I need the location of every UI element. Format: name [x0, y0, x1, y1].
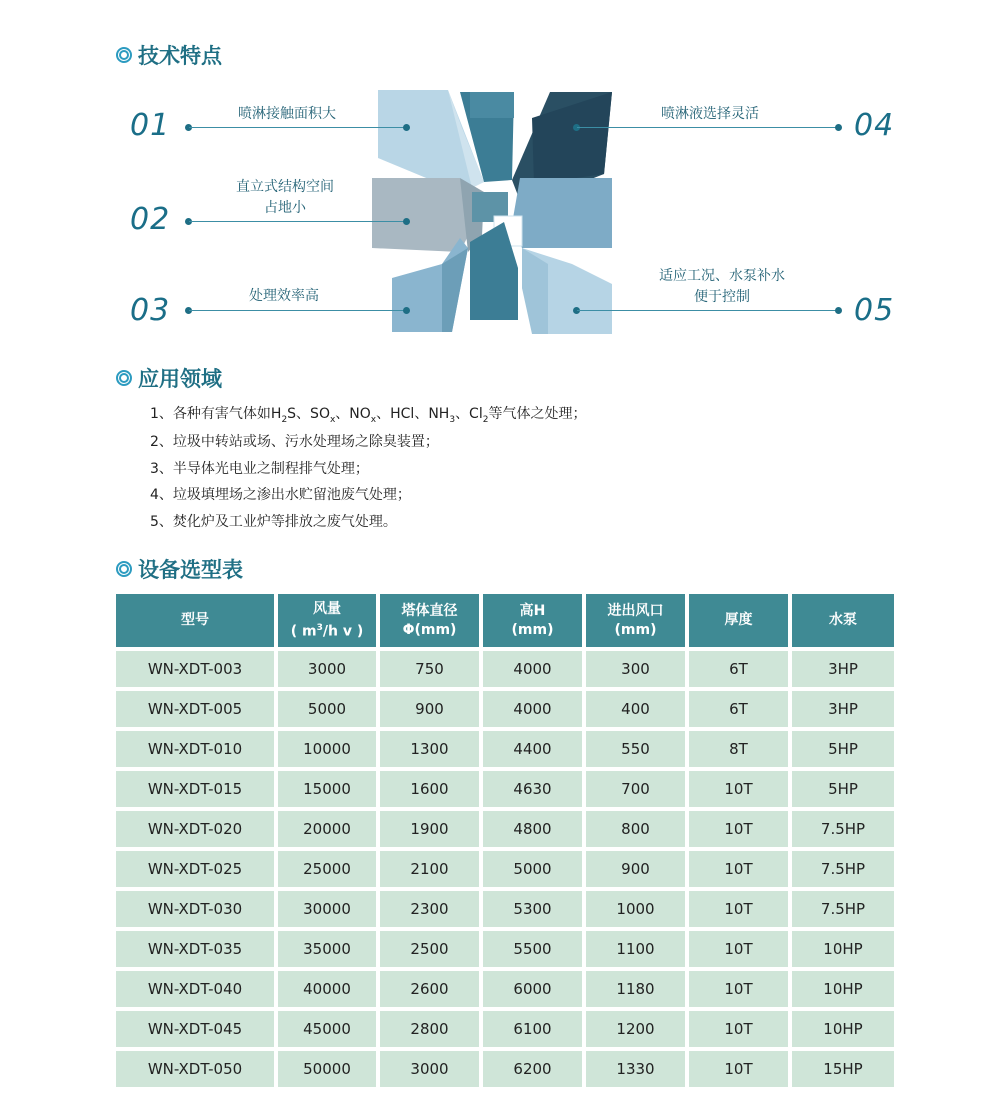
cell-thickness: 10T: [689, 811, 788, 847]
cell-port: 1000: [586, 891, 685, 927]
header-pump: 水泵: [792, 594, 894, 647]
cell-port: 300: [586, 651, 685, 687]
cell-model: WN-XDT-020: [116, 811, 274, 847]
cell-pump: 10HP: [792, 971, 894, 1007]
circle-bullet-icon: [116, 47, 132, 63]
cell-airflow: 45000: [278, 1011, 376, 1047]
cell-port: 800: [586, 811, 685, 847]
cell-pump: 5HP: [792, 731, 894, 767]
cell-height: 4800: [483, 811, 582, 847]
cell-port: 1200: [586, 1011, 685, 1047]
equipment-selection-table: [112, 590, 898, 1091]
cell-airflow: 30000: [278, 891, 376, 927]
cell-height: 6100: [483, 1011, 582, 1047]
cell-diameter: 750: [380, 651, 479, 687]
cell-model: WN-XDT-025: [116, 851, 274, 887]
feature-04-number: 04: [854, 108, 895, 143]
cell-diameter: 1900: [380, 811, 479, 847]
connector-line: [577, 310, 839, 311]
cell-airflow: 3000: [278, 651, 376, 687]
cell-diameter: 1600: [380, 771, 479, 807]
cell-port: 700: [586, 771, 685, 807]
header-thickness: 厚度: [689, 594, 788, 647]
cell-port: 550: [586, 731, 685, 767]
connector-dot: [403, 218, 410, 225]
application-item-2: 2、垃圾中转站或场、污水处理场之除臭装置；: [150, 434, 439, 450]
cell-airflow: 40000: [278, 971, 376, 1007]
cell-thickness: 10T: [689, 891, 788, 927]
cell-diameter: 2100: [380, 851, 479, 887]
cell-model: WN-XDT-045: [116, 1011, 274, 1047]
table-row: [116, 971, 894, 1007]
cell-height: 5000: [483, 851, 582, 887]
header-diameter: 塔体直径 Φ(mm): [380, 594, 479, 647]
table-row: [116, 771, 894, 807]
cell-airflow: 5000: [278, 691, 376, 727]
cell-height: 4400: [483, 731, 582, 767]
cell-port: 900: [586, 851, 685, 887]
feature-05-text: 适应工况、水泵补水 便于控制: [659, 268, 785, 305]
feature-01-number: 01: [130, 108, 171, 143]
cell-diameter: 1300: [380, 731, 479, 767]
cell-model: WN-XDT-050: [116, 1051, 274, 1087]
cell-airflow: 10000: [278, 731, 376, 767]
cell-thickness: 10T: [689, 1011, 788, 1047]
cell-diameter: 2800: [380, 1011, 479, 1047]
header-model: 型号: [116, 594, 274, 647]
cell-height: 5500: [483, 931, 582, 967]
connector-line: [189, 221, 407, 222]
cell-model: WN-XDT-035: [116, 931, 274, 967]
cell-pump: 10HP: [792, 931, 894, 967]
cell-height: 4000: [483, 651, 582, 687]
application-item-3: 3、半导体光电业之制程排气处理；: [150, 461, 369, 477]
connector-dot: [403, 307, 410, 314]
table-row: [116, 891, 894, 927]
cell-thickness: 10T: [689, 931, 788, 967]
feature-04-text: 喷淋液选择灵活: [661, 106, 759, 122]
cell-diameter: 2300: [380, 891, 479, 927]
table-row: [116, 731, 894, 767]
feature-03-text: 处理效率高: [249, 288, 319, 304]
feature-02-number: 02: [130, 202, 171, 237]
cell-height: 4000: [483, 691, 582, 727]
cell-model: WN-XDT-003: [116, 651, 274, 687]
applications-section-title: 应用领域: [116, 363, 222, 393]
features-section-title: 技术特点: [116, 40, 222, 70]
table-row: [116, 691, 894, 727]
cell-pump: 7.5HP: [792, 891, 894, 927]
table-row: [116, 1051, 894, 1087]
connector-dot: [835, 124, 842, 131]
table-row: [116, 931, 894, 967]
cell-thickness: 10T: [689, 851, 788, 887]
cell-port: 1100: [586, 931, 685, 967]
cell-thickness: 10T: [689, 771, 788, 807]
cell-airflow: 20000: [278, 811, 376, 847]
circle-bullet-icon: [116, 561, 132, 577]
cell-model: WN-XDT-010: [116, 731, 274, 767]
table-row: [116, 851, 894, 887]
cell-diameter: 3000: [380, 1051, 479, 1087]
cell-height: 6000: [483, 971, 582, 1007]
cell-pump: 3HP: [792, 651, 894, 687]
cell-diameter: 900: [380, 691, 479, 727]
connector-line: [189, 310, 407, 311]
application-item-1: 1、各种有害气体如$H_2S$、$SO_x$、$NO_x$、HCl、$NH_3$、$Cl_2$等气体之处理；: [150, 406, 587, 425]
cell-port: 1180: [586, 971, 685, 1007]
cell-airflow: 35000: [278, 931, 376, 967]
cell-port: 1330: [586, 1051, 685, 1087]
cell-airflow: 25000: [278, 851, 376, 887]
connector-dot: [835, 307, 842, 314]
cell-pump: 10HP: [792, 1011, 894, 1047]
application-item-5: 5、焚化炉及工业炉等排放之废气处理。: [150, 514, 397, 530]
cell-thickness: 10T: [689, 1051, 788, 1087]
cell-airflow: 50000: [278, 1051, 376, 1087]
circle-bullet-icon: [116, 370, 132, 386]
cell-thickness: 6T: [689, 691, 788, 727]
cell-diameter: 2500: [380, 931, 479, 967]
header-airflow: 风量 ( $m^3/h$ v ): [278, 594, 376, 647]
feature-01-text: 喷淋接触面积大: [238, 106, 336, 122]
connector-line: [189, 127, 407, 128]
cell-pump: 7.5HP: [792, 851, 894, 887]
cell-height: 4630: [483, 771, 582, 807]
cell-model: WN-XDT-005: [116, 691, 274, 727]
cell-pump: 15HP: [792, 1051, 894, 1087]
cell-airflow: 15000: [278, 771, 376, 807]
table-row: [116, 651, 894, 687]
feature-05-number: 05: [854, 293, 895, 328]
cell-port: 400: [586, 691, 685, 727]
cell-model: WN-XDT-015: [116, 771, 274, 807]
connector-dot: [403, 124, 410, 131]
cell-thickness: 6T: [689, 651, 788, 687]
cell-thickness: 10T: [689, 971, 788, 1007]
cell-model: WN-XDT-030: [116, 891, 274, 927]
cell-thickness: 8T: [689, 731, 788, 767]
cell-pump: 3HP: [792, 691, 894, 727]
cell-height: 6200: [483, 1051, 582, 1087]
cell-diameter: 2600: [380, 971, 479, 1007]
table-row: [116, 1011, 894, 1047]
cell-model: WN-XDT-040: [116, 971, 274, 1007]
table-row: [116, 811, 894, 847]
header-port: 进出风口 (mm): [586, 594, 685, 647]
table-section-title: 设备选型表: [116, 554, 243, 584]
application-item-4: 4、垃圾填埋场之渗出水贮留池废气处理；: [150, 487, 411, 503]
cell-pump: 5HP: [792, 771, 894, 807]
cell-height: 5300: [483, 891, 582, 927]
header-height: 高H (mm): [483, 594, 582, 647]
cell-pump: 7.5HP: [792, 811, 894, 847]
table-header-row: [116, 594, 894, 647]
feature-03-number: 03: [130, 293, 171, 328]
feature-02-text: 直立式结构空间 占地小: [236, 179, 334, 216]
connector-line: [577, 127, 839, 128]
